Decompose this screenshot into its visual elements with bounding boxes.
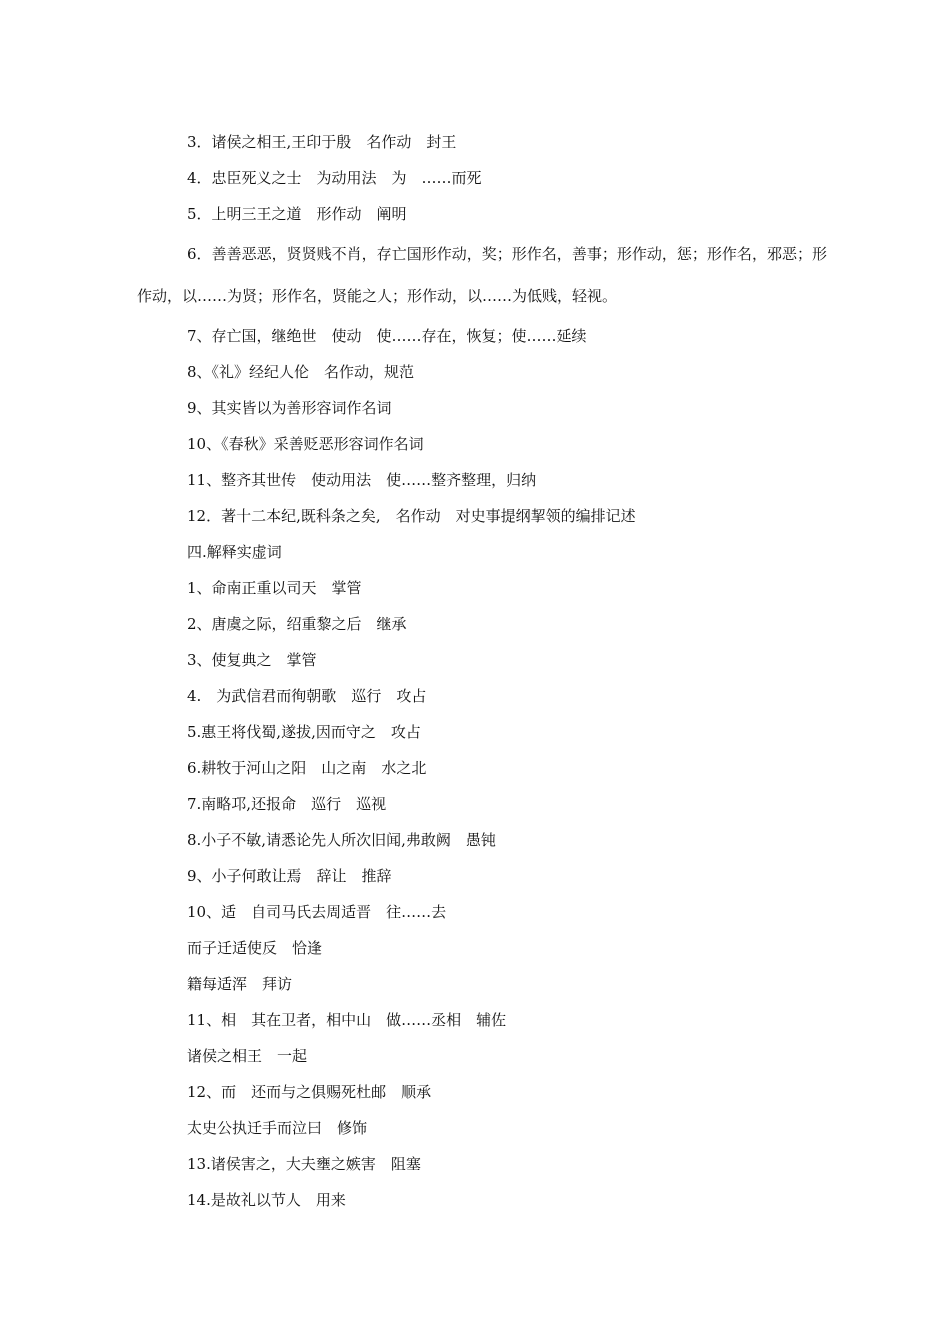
- text-line: 太史公执迁手而泣曰 修饰: [187, 1119, 368, 1137]
- text-line: 3．诸侯之相王,王印于殷 名作动 封王: [187, 133, 457, 151]
- text-paragraph: 6．善善恶恶，贤贤贱不肖，存亡国形作动，奖；形作名，善事；形作动，惩；形作名，邪恶；形作动，以……为贤；形作名，贤能之人；形作动，以……为低贱，轻视。: [137, 245, 827, 305]
- text-line: 5．上明三王之道 形作动 阐明: [187, 205, 407, 223]
- text-line: 4. 为武信君而徇朝歌 巡行 攻占: [187, 687, 427, 705]
- text-line: 而子迁适使反 恰逢: [187, 939, 323, 957]
- text-line: 14.是故礼以节人 用来: [187, 1191, 346, 1209]
- text-line: 12．著十二本纪,既科条之矣, 名作动 对史事提纲挈领的编排记述: [187, 507, 636, 525]
- text-line: 4．忠臣死义之士 为动用法 为 ……而死: [187, 169, 482, 187]
- text-line: 7.南略邛,还报命 巡行 巡视: [187, 795, 387, 813]
- text-line: 5.惠王将伐蜀,遂拔,因而守之 攻占: [187, 723, 421, 741]
- section-heading: 四.解释实虚词: [187, 543, 282, 561]
- text-line: 7、存亡国，继绝世 使动 使……存在，恢复；使……延续: [187, 327, 587, 345]
- document-body: [137, 124, 827, 1218]
- text-line: 9、其实皆以为善形容词作名词: [187, 399, 392, 417]
- text-line: 1、命南正重以司天 掌管: [187, 579, 362, 597]
- text-line: 诸侯之相王 一起: [187, 1047, 308, 1065]
- text-line: 2、唐虞之际，绍重黎之后 继承: [187, 615, 407, 633]
- text-line: 13.诸侯害之，大夫壅之嫉害 阻塞: [187, 1155, 421, 1173]
- text-line: 10、《春秋》采善贬恶形容词作名词: [187, 435, 424, 453]
- text-line: 11、相 其在卫者，相中山 做……丞相 辅佐: [187, 1011, 507, 1029]
- text-line: 籍每适浑 拜访: [187, 975, 293, 993]
- text-line: 12、而 还而与之俱赐死杜邮 顺承: [187, 1083, 432, 1101]
- text-line: 3、使复典之 掌管: [187, 651, 317, 669]
- text-line: 11、整齐其世传 使动用法 使……整齐整理，归纳: [187, 471, 537, 489]
- text-line: 6.耕牧于河山之阳 山之南 水之北: [187, 759, 427, 777]
- text-line: 9、小子何敢让焉 辞让 推辞: [187, 867, 392, 885]
- text-line: 8、《礼》经纪人伦 名作动，规范: [187, 363, 415, 381]
- text-line: 10、适 自司马氏去周适晋 往……去: [187, 903, 447, 921]
- text-line: 8.小子不敏,请悉论先人所次旧闻,弗敢阙 愚钝: [187, 831, 496, 849]
